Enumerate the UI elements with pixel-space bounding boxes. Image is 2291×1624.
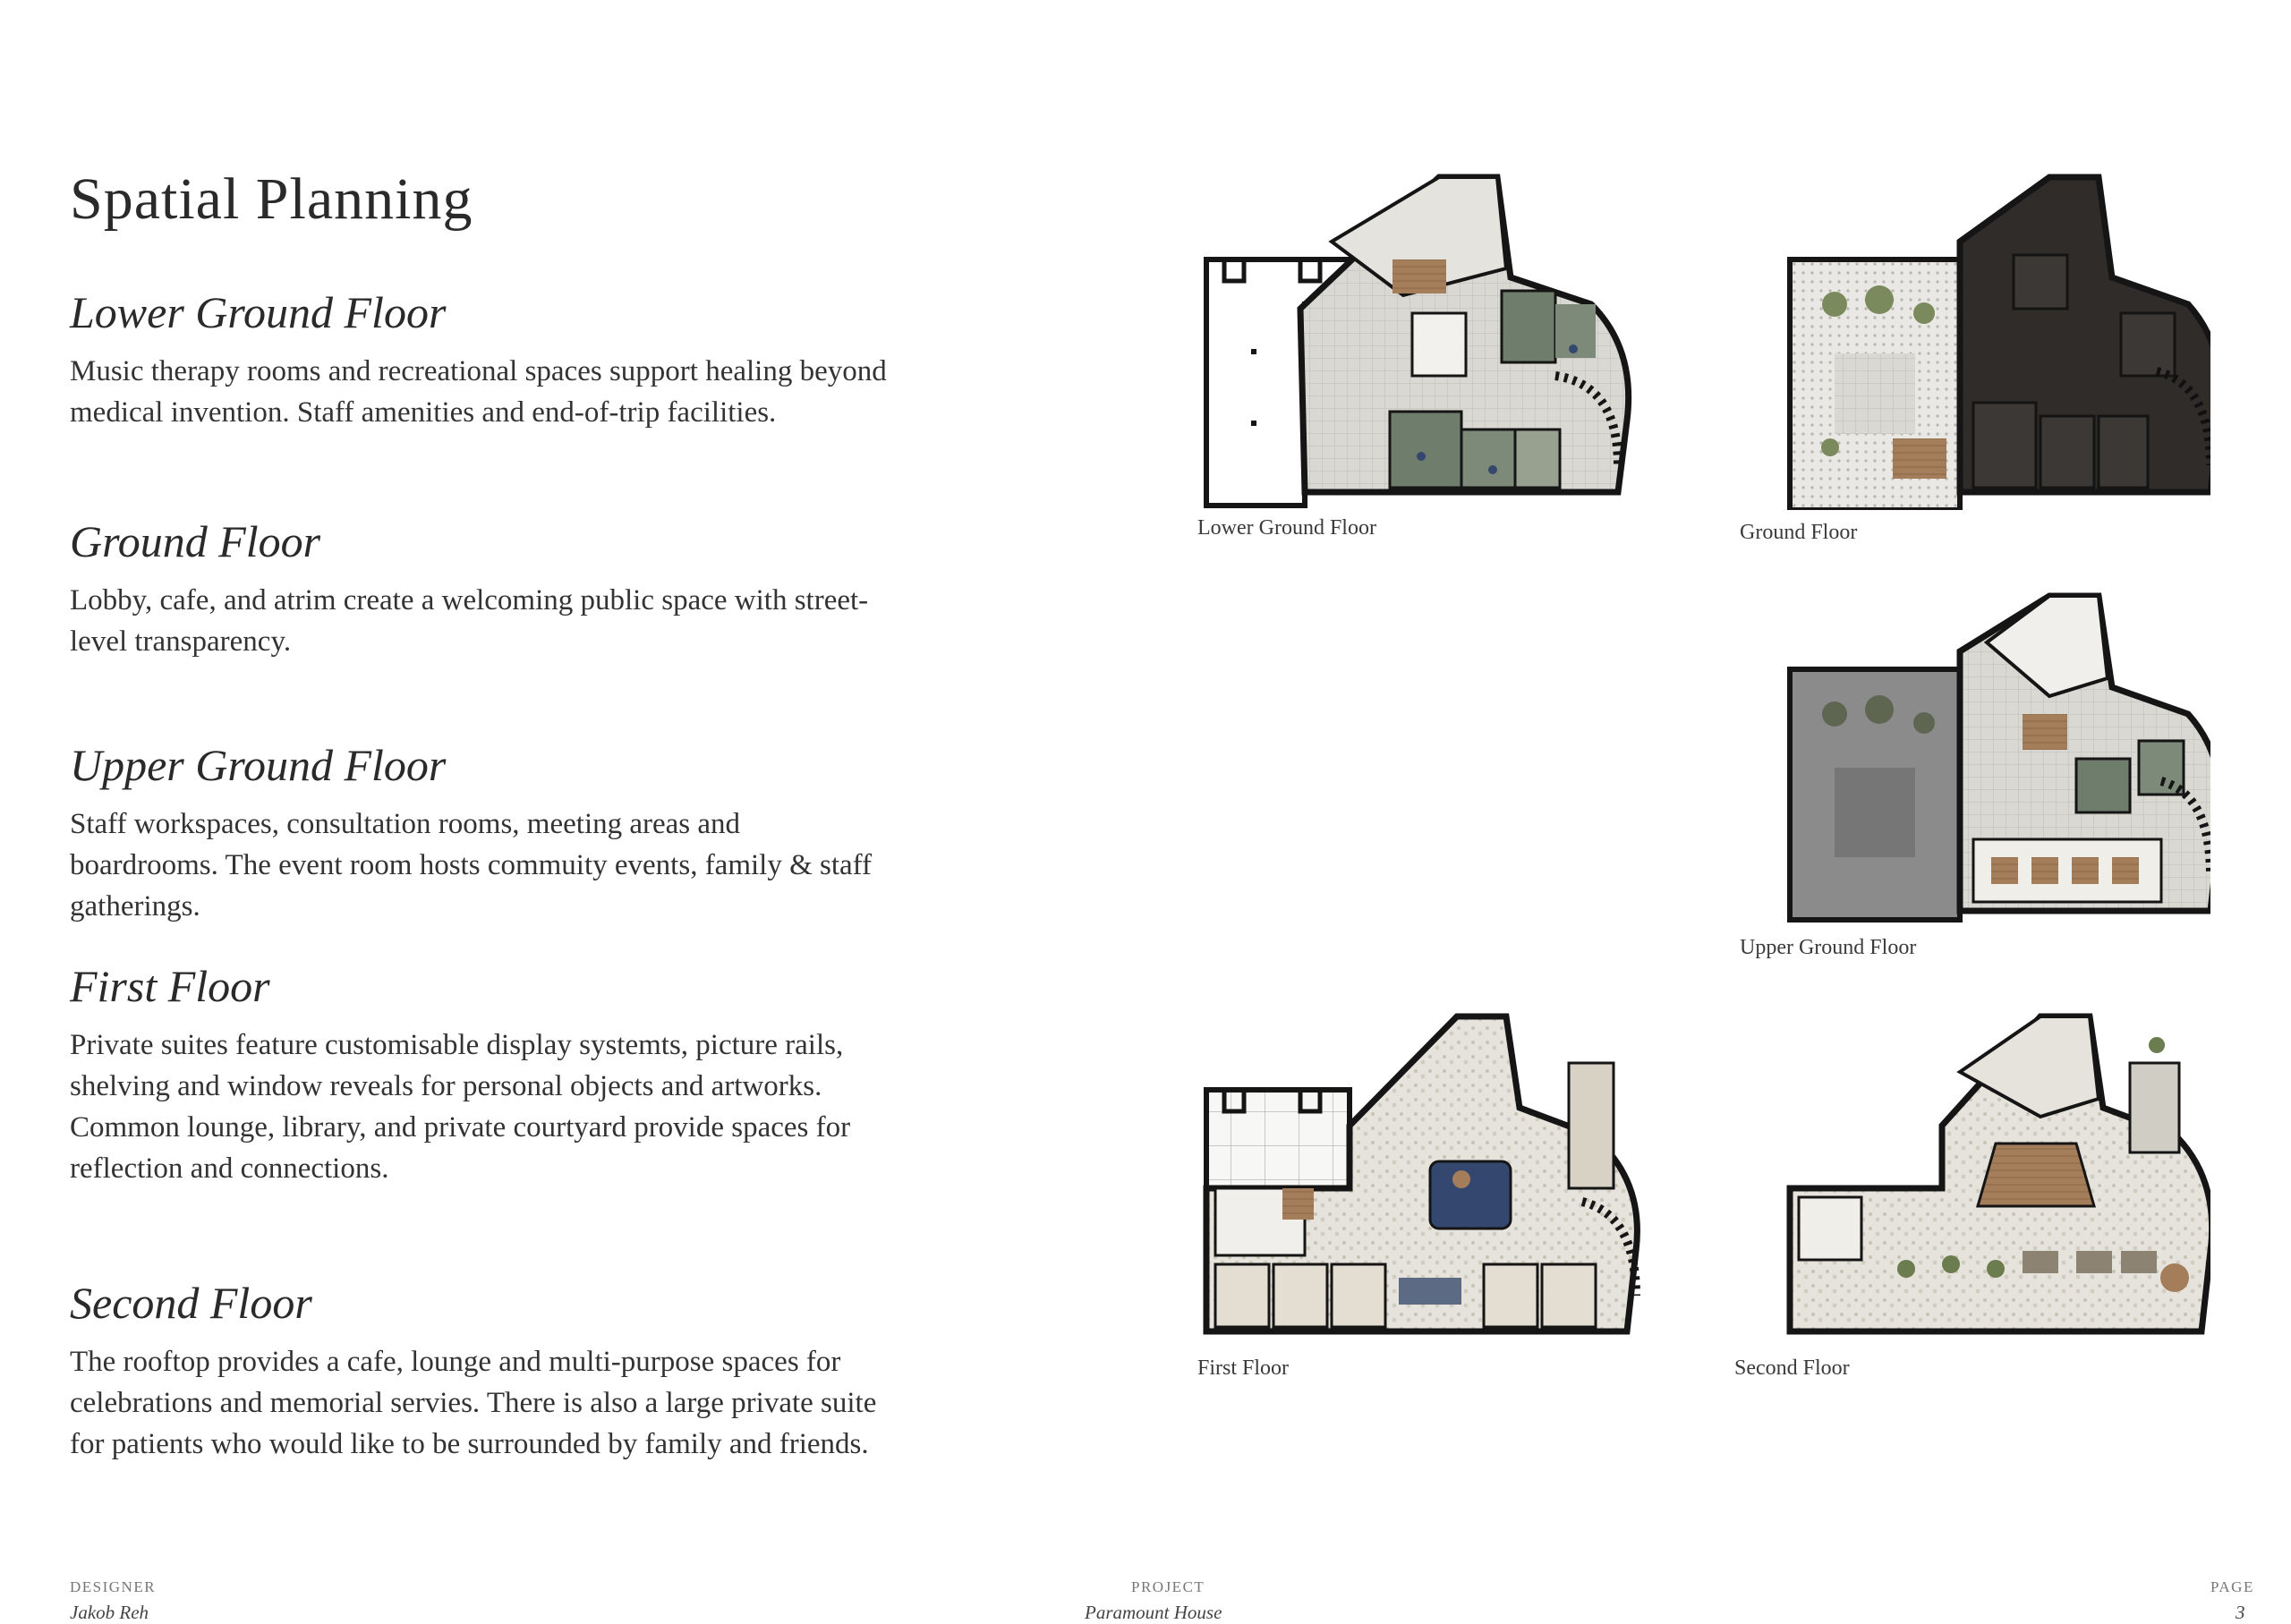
plan-label: Second Floor [1734, 1356, 1850, 1380]
plan-label: Upper Ground Floor [1740, 936, 1917, 959]
footer-designer-value: Jakob Reh [70, 1602, 149, 1623]
floor-plan-lower-ground [1197, 170, 1645, 510]
plan-label: Ground Floor [1740, 521, 1858, 544]
plan-label: Lower Ground Floor [1197, 516, 1376, 540]
section-heading: Upper Ground Floor [70, 740, 447, 790]
footer-page-value: 3 [2236, 1602, 2245, 1623]
section-text: Private suites feature customisable display systemts, picture rails, shelving and window reveals for personal objects and artworks. Common lounge, library, and private courtyard provide spaces for reflection and connections. [70, 1029, 851, 1185]
plan-label: First Floor [1197, 1356, 1290, 1380]
section-heading: Second Floor [70, 1278, 312, 1328]
section-second-floor [70, 1277, 893, 1465]
floor-plan-upper-ground [1781, 589, 2210, 929]
footer-project-value: Paramount House [1085, 1602, 1222, 1623]
section-text: Staff workspaces, consultation rooms, meeting areas and boardrooms. The event room hosts commuity events, family & staff gatherings. [70, 808, 873, 923]
section-first-floor [70, 960, 893, 1189]
section-text: Lobby, cafe, and atrim create a welcoming public space with street-level transparency. [70, 584, 869, 658]
section-text: Music therapy rooms and recreational spaces support healing beyond medical invention. Staff amenities and end-of-trip facilities. [70, 355, 887, 429]
floor-plan-ground [1781, 170, 2210, 510]
page-title: Spatial Planning [70, 166, 473, 232]
section-text: The rooftop provides a cafe, lounge and multi-purpose spaces for celebrations and memorial servies. There is also a large private suite for patients who would like to be surrounded by family and friends. [70, 1346, 877, 1460]
footer-page-label: PAGE [2210, 1578, 2254, 1595]
footer-project-label: PROJECT [1131, 1578, 1205, 1595]
section-lower-ground-floor [70, 286, 893, 433]
section-heading: Lower Ground Floor [70, 287, 447, 337]
footer-designer-label: DESIGNER [70, 1578, 157, 1595]
section-heading: Ground Floor [70, 516, 321, 566]
floor-plan-first [1197, 1009, 1645, 1349]
floor-plan-second [1781, 1009, 2210, 1349]
section-heading: First Floor [70, 961, 270, 1011]
section-upper-ground-floor [70, 739, 893, 927]
section-ground-floor [70, 515, 893, 662]
